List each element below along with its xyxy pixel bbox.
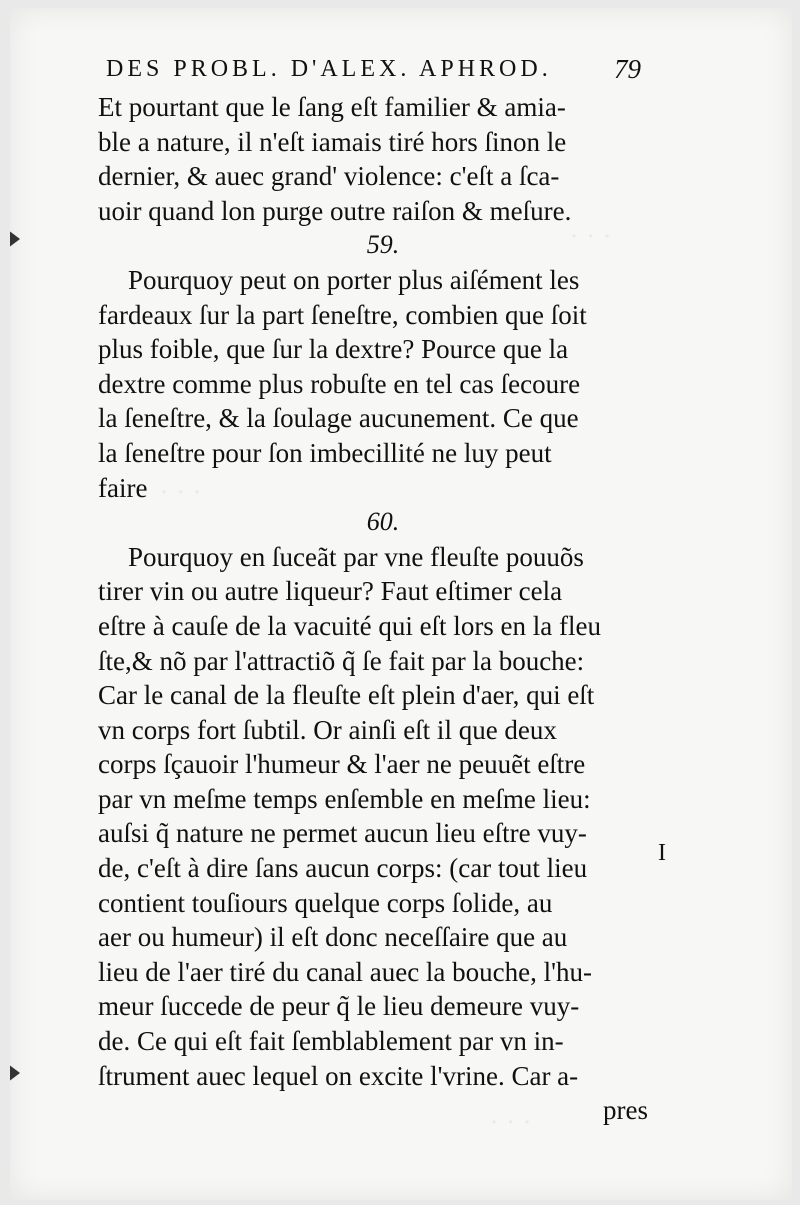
text-line: la ſeneſtre, & la ſoulage aucunement. Ce que bbox=[98, 403, 579, 434]
section-number-60: 60. bbox=[366, 507, 400, 537]
text-line: ble a nature, il n'eſt iamais tiré hors ſinon le bbox=[98, 126, 567, 157]
text-line: fardeaux ſur la part ſeneſtre, combien que ſoit bbox=[98, 299, 587, 330]
text-line: par vn meſme temps enſemble en meſme lieu: bbox=[98, 783, 591, 814]
catchword: pres bbox=[603, 1095, 648, 1126]
text-line: ſte,& nõ par l'attractiõ q̃ ſe fait par la bouche: bbox=[98, 645, 585, 676]
text-line: contient touſiours quelque corps ſolide, au bbox=[98, 887, 553, 918]
text-line: meur ſuccede de peur q̃ le lieu demeure vuy- bbox=[98, 991, 580, 1022]
text-line: aer ou humeur) il eſt donc neceſſaire que au bbox=[98, 922, 568, 953]
running-header: DES PROBL. D'ALEX. APHROD. bbox=[106, 56, 552, 82]
text-line: lieu de l'aer tiré du canal auec la bouche, l'hu- bbox=[98, 956, 592, 987]
text-line: la ſeneſtre pour ſon imbecillité ne luy peut bbox=[98, 437, 552, 468]
page-edge-mark bbox=[10, 1064, 20, 1082]
text-line: Pourquoy en ſuceãt par vne fleuſte pouuõs bbox=[128, 541, 584, 572]
text-line: tirer vin ou autre liqueur? Faut eſtimer cela bbox=[98, 576, 563, 607]
section-number-59: 59. bbox=[366, 230, 400, 260]
text-line: Pourquoy peut on porter plus aiſément les bbox=[128, 264, 580, 295]
page-number: 79 bbox=[614, 54, 641, 84]
text-line: Et pourtant que le ſang eſt familier & amia- bbox=[98, 92, 566, 122]
text-line: dextre comme plus robuſte en tel cas ſecoure bbox=[98, 368, 581, 399]
page-edge-mark bbox=[10, 230, 20, 248]
margin-note: I bbox=[658, 840, 666, 866]
text-line: vn corps fort ſubtil. Or ainſi eſt il que deux bbox=[98, 714, 557, 745]
text-line: eſtre à cauſe de la vacuité qui eſt lors en la fleu bbox=[98, 610, 602, 641]
show-through-text: · · · · · · · · · bbox=[160, 222, 612, 1138]
text-line: auſsi q̃ nature ne permet aucun lieu eſtre vuy- bbox=[98, 818, 587, 849]
text-line: de. Ce qui eſt fait ſemblablement par vn in- bbox=[98, 1026, 564, 1057]
text-line: dernier, & auec grand' violence: c'eſt a ſca- bbox=[98, 161, 560, 192]
text-line: ſtrument auec lequel on excite l'vrine. Car a- bbox=[98, 1060, 579, 1091]
text-line: faire bbox=[98, 472, 148, 503]
text-line: de, c'eſt à dire ſans aucun corps: (car tout lieu bbox=[98, 853, 588, 884]
book-page bbox=[10, 8, 792, 1200]
body-text bbox=[98, 90, 658, 1128]
text-line: corps ſçauoir l'humeur & l'aer ne peuuẽt eſtre bbox=[98, 749, 586, 780]
text-line: Car le canal de la fleuſte eſt plein d'aer, qui eſt bbox=[98, 680, 595, 711]
text-line: uoir quand lon purge outre raiſon & meſure. bbox=[98, 195, 572, 226]
text-line: plus foible, que ſur la dextre? Pource que la bbox=[98, 334, 569, 365]
